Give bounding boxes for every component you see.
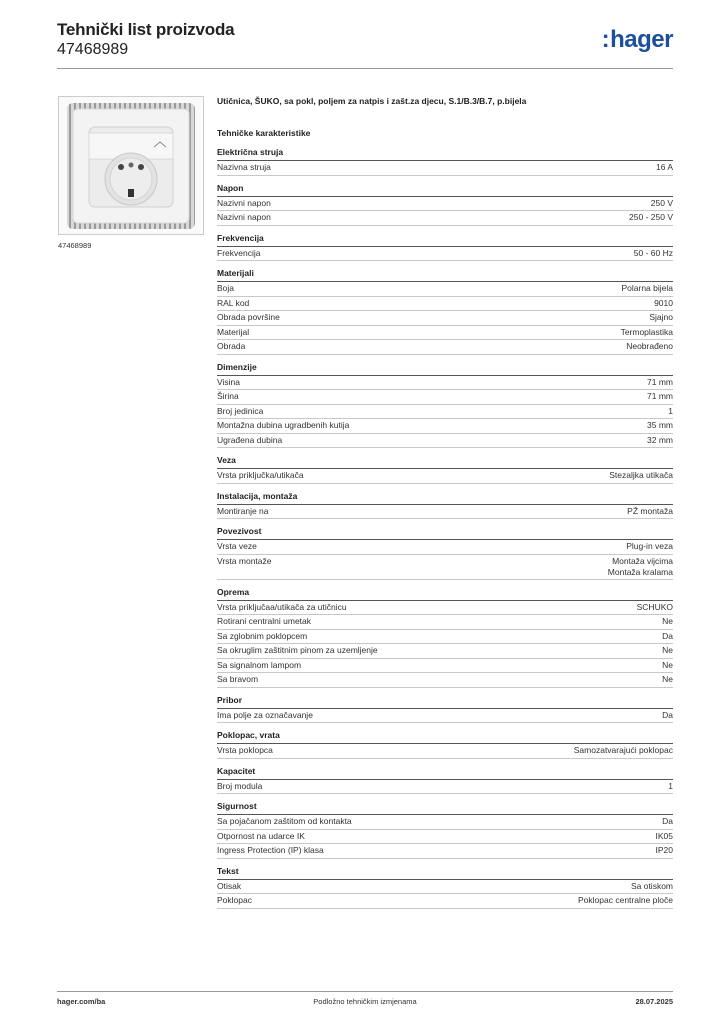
spec-group [217, 866, 673, 909]
spec-group-title: Povezivost [217, 526, 673, 540]
spec-group-title: Pribor [217, 695, 673, 709]
spec-row [217, 282, 673, 297]
spec-value: Polarna bijela [621, 283, 673, 293]
spec-value: Sjajno [649, 312, 673, 322]
spec-group [217, 491, 673, 520]
spec-value: Da [662, 630, 673, 641]
spec-value: Samozatvarajući poklopac [573, 745, 673, 755]
spec-row [217, 211, 673, 226]
spec-group [217, 695, 673, 724]
spec-label: Vrsta poklopca [217, 745, 273, 755]
spec-value-line: Montaža vijcima [612, 555, 673, 566]
spec-value: 71 mm [647, 376, 673, 387]
spec-value: 50 - 60 Hz [633, 247, 673, 258]
spec-group-title: Materijali [217, 268, 673, 282]
spec-label: Broj modula [217, 780, 263, 791]
spec-value: Ne [662, 674, 673, 684]
spec-row [217, 744, 673, 759]
spec-value: Neobrađeno [626, 341, 673, 351]
spec-group [217, 730, 673, 759]
spec-group-title: Poklopac, vrata [217, 730, 673, 744]
spec-value: 16 A [655, 162, 673, 172]
spec-group [217, 233, 673, 262]
footer-notice: Podložno tehničkim izmjenama [313, 997, 417, 1006]
spec-row [217, 311, 673, 326]
spec-group [217, 587, 673, 688]
spec-group-title: Sigurnost [217, 801, 673, 815]
spec-row [217, 880, 673, 895]
product-number: 47468989 [57, 41, 129, 58]
spec-label: Materijal [217, 326, 250, 337]
spec-value: 35 mm [647, 420, 673, 430]
spec-group-title: Električna struja [217, 147, 673, 161]
spec-row [217, 540, 673, 555]
spec-value: 250 V [650, 197, 673, 208]
spec-group [217, 268, 673, 355]
spec-label: Širina [217, 391, 239, 401]
spec-value: 250 - 250 V [629, 212, 673, 222]
spec-group-title: Veza [217, 455, 673, 469]
spec-group [217, 455, 673, 484]
spec-label: Sa zglobnim poklopcem [217, 630, 308, 641]
spec-value: IP20 [655, 845, 673, 855]
footer-divider [57, 991, 673, 992]
spec-value: 32 mm [647, 434, 673, 445]
spec-label: Sa signalnom lampom [217, 659, 302, 670]
spec-value-line: Montaža kralama [607, 566, 673, 577]
product-image [58, 96, 204, 235]
socket-illustration [59, 97, 203, 234]
logo-mark-icon: : [601, 26, 610, 53]
spec-row [217, 815, 673, 830]
spec-value: Ne [662, 616, 673, 626]
image-caption: 47468989 [58, 241, 92, 250]
spec-group-title: Frekvencija [217, 233, 673, 247]
spec-label: Ima polje za označavanje [217, 709, 313, 720]
document-title: Tehnički list proizvoda [57, 20, 235, 39]
spec-label: Poklopac [217, 895, 252, 905]
spec-row [217, 615, 673, 630]
spec-label: Vrsta montaže [217, 555, 272, 566]
spec-label: Nazivna struja [217, 162, 271, 172]
spec-group-title: Tekst [217, 866, 673, 880]
spec-label: Vrsta priključaa/utikača za utičnicu [217, 601, 347, 612]
spec-group-title: Kapacitet [217, 766, 673, 780]
spec-value: Stezaljka utikača [609, 470, 673, 480]
spec-group [217, 362, 673, 449]
spec-label: Obrada površine [217, 312, 280, 322]
hager-logo [602, 26, 673, 54]
spec-row [217, 434, 673, 449]
spec-group [217, 147, 673, 176]
spec-label: Vrsta priključka/utikača [217, 470, 304, 480]
spec-value: 1 [668, 405, 673, 416]
spec-label: Broj jedinica [217, 405, 264, 416]
spec-label: Nazivni napon [217, 212, 271, 222]
spec-row [217, 830, 673, 845]
spec-label: Boja [217, 283, 235, 293]
spec-label: Sa okruglim zaštitnim pinom za uzemljenje [217, 645, 378, 655]
spec-value: Poklopac centralne ploče [578, 895, 673, 905]
spec-value: Da [662, 709, 673, 720]
spec-value: 1 [668, 780, 673, 791]
spec-value: 9010 [654, 297, 673, 308]
spec-row [217, 326, 673, 341]
spec-row [217, 505, 673, 520]
spec-row [217, 247, 673, 262]
spec-label: Vrsta veze [217, 541, 257, 551]
spec-value: PŽ montaža [627, 505, 673, 516]
spec-group-title: Oprema [217, 587, 673, 601]
spec-row [217, 844, 673, 859]
spec-row [217, 659, 673, 674]
spec-label: Otpornost na udarce IK [217, 830, 305, 841]
header-divider [57, 68, 673, 69]
section-heading: Tehničke karakteristike [217, 128, 311, 138]
spec-label: Sa pojačanom zaštitom od kontakta [217, 816, 352, 826]
spec-value: Termoplastika [620, 326, 673, 337]
spec-group-title: Napon [217, 183, 673, 197]
spec-row [217, 419, 673, 434]
spec-value: Sa otiskom [630, 880, 673, 891]
spec-groups [217, 147, 673, 909]
spec-row [217, 197, 673, 212]
footer-website[interactable]: hager.com/ba [57, 997, 106, 1006]
spec-row [217, 630, 673, 645]
spec-row [217, 709, 673, 724]
product-description: Utičnica, ŠUKO, sa pokl, poljem za natpis i zašt.za djecu, S.1/B.3/B.7, p.bijela [217, 96, 527, 106]
spec-value: Da [662, 816, 673, 826]
spec-group [217, 766, 673, 795]
spec-row [217, 469, 673, 484]
spec-row [217, 161, 673, 176]
spec-content [217, 96, 673, 909]
spec-label: Obrada [217, 341, 246, 351]
spec-label: Rotirani centralni umetak [217, 616, 312, 626]
spec-value: Ne [662, 659, 673, 670]
spec-group [217, 526, 673, 580]
spec-value: IK05 [655, 830, 673, 841]
spec-label: Montažna dubina ugradbenih kutija [217, 420, 350, 430]
spec-row [217, 297, 673, 312]
spec-value: Plug-in veza [626, 541, 673, 551]
spec-row [217, 340, 673, 355]
spec-label: Otisak [217, 880, 242, 891]
spec-label: Visina [217, 376, 240, 387]
footer-date: 28.07.2025 [635, 997, 673, 1006]
spec-row [217, 644, 673, 659]
spec-value: SCHUKO [636, 601, 673, 612]
spec-group [217, 183, 673, 226]
spec-label: Ugrađena dubina [217, 434, 283, 445]
spec-value: 71 mm [647, 391, 673, 401]
spec-row [217, 405, 673, 420]
spec-row [217, 555, 673, 580]
spec-value: Ne [662, 645, 673, 655]
spec-group-title: Dimenzije [217, 362, 673, 376]
spec-label: Sa bravom [217, 674, 259, 684]
spec-label: Ingress Protection (IP) klasa [217, 845, 324, 855]
logo-text: hager [610, 26, 673, 53]
spec-group-title: Instalacija, montaža [217, 491, 673, 505]
spec-label: Frekvencija [217, 247, 261, 258]
spec-label: RAL kod [217, 297, 250, 308]
page-header [57, 20, 673, 70]
spec-value [608, 555, 673, 579]
spec-row [217, 376, 673, 391]
spec-group [217, 801, 673, 859]
spec-row [217, 894, 673, 909]
spec-row [217, 673, 673, 688]
spec-row [217, 601, 673, 616]
spec-label: Montiranje na [217, 505, 269, 516]
spec-row [217, 390, 673, 405]
spec-label: Nazivni napon [217, 197, 271, 208]
spec-row [217, 780, 673, 795]
